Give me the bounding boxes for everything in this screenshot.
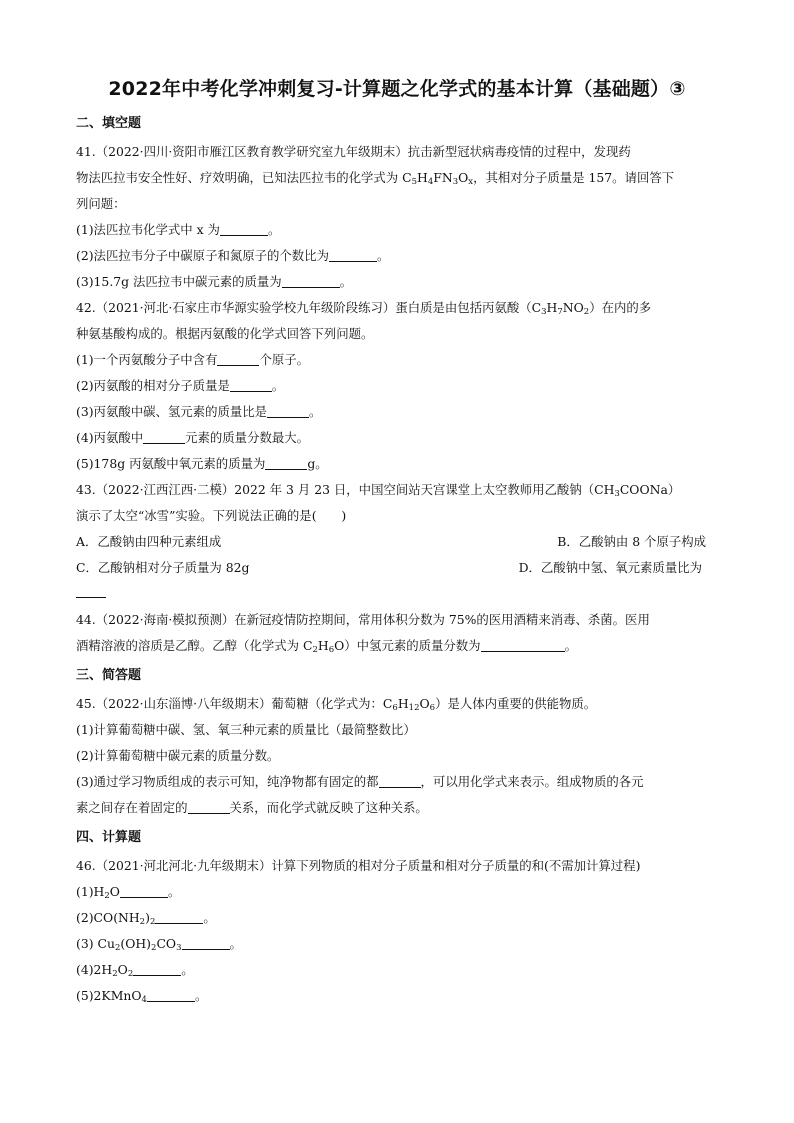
- answer-blank[interactable]: [329, 247, 377, 262]
- option-c[interactable]: C．乙酸钠相对分子质量为 82g: [76, 560, 250, 575]
- q46-part2: $(2)CO(NH_2)_2$ 。: [76, 910, 216, 927]
- answer-blank[interactable]: [379, 773, 421, 788]
- answer-blank[interactable]: [220, 221, 268, 236]
- question-45: [76, 691, 718, 821]
- answer-blank[interactable]: [265, 455, 307, 470]
- question-42: [76, 295, 718, 477]
- question-46: [76, 853, 718, 1009]
- q42-part1: (1)一个丙氨酸分子中含有 个原子。: [76, 352, 310, 367]
- q46-part1: $(1)H_2O$ 。: [76, 884, 181, 901]
- question-44: [76, 607, 718, 659]
- option-d[interactable]: D．乙酸钠中氢、氧元素质量比为: [518, 560, 702, 575]
- answer-blank[interactable]: [267, 403, 309, 418]
- question-41: [76, 139, 718, 295]
- q42-stem-line1: 42.（2021·河北·石家庄市华源实验学校九年级阶段练习）蛋白质是由包括丙氨酸$(C_3H_7NO_2)$在内的多: [76, 300, 652, 317]
- q41-part1: (1)法匹拉韦化学式中 x 为 。: [76, 222, 281, 237]
- q46-stem: 46.（2021·河北河北·九年级期末）计算下列物质的相对分子质量和相对分子质量的和(不需加计算过程): [76, 858, 641, 873]
- q41-stem-line2: 物法匹拉韦安全性好、疗效明确，已知法匹拉韦的化学式为 $C_5H_4FN_3O_x$，其相对分子质量是 157。请回答下: [76, 170, 675, 187]
- q45-part3-line2: 素之间存在着固定的 关系，而化学式就反映了这种关系。: [76, 800, 428, 815]
- page-title: 2022年中考化学冲刺复习-计算题之化学式的基本计算（基础题）③: [108, 78, 686, 100]
- q42-part2: (2)丙氨酸的相对分子质量是 。: [76, 378, 285, 393]
- answer-blank[interactable]: [155, 909, 203, 924]
- answer-blank[interactable]: [282, 273, 340, 288]
- answer-blank[interactable]: [182, 935, 230, 950]
- answer-blank[interactable]: [188, 799, 230, 814]
- q42-stem-line2: 种氨基酸构成的。根据丙氨酸的化学式回答下列问题。: [76, 326, 374, 341]
- question-43: [76, 477, 718, 607]
- answer-blank[interactable]: [481, 637, 565, 652]
- q45-stem-line1: 45.（2022·山东淄博·八年级期末）葡萄糖（化学式为：$C_6H_{12}O_6$）是人体内重要的供能物质。: [76, 696, 597, 713]
- document-page: [76, 74, 718, 1009]
- answer-blank[interactable]: [76, 583, 106, 598]
- section-fill-in: 二、填空题: [76, 116, 142, 131]
- answer-blank[interactable]: [143, 429, 185, 444]
- q42-part3: (3)丙氨酸中碳、氢元素的质量比是 。: [76, 404, 322, 419]
- section-calculation: 四、计算题: [76, 830, 142, 845]
- q42-part5: (5)178g 丙氨酸中氧元素的质量为 g。: [76, 456, 328, 471]
- q43-options-row1: [76, 529, 718, 555]
- q43-stem-line1: 43.（2022·江西江西·二模）2022 年 3 月 23 日，中国空间站天宫课堂上太空教师用乙酸钠$(CH_3COONa)$: [76, 482, 681, 499]
- q46-part3: (3) $Cu_2(OH)_2CO_3$ 。: [76, 936, 242, 953]
- q42-part4: (4)丙氨酸中 元素的质量分数最大。: [76, 430, 310, 445]
- answer-blank[interactable]: [230, 377, 272, 392]
- answer-blank[interactable]: [120, 883, 168, 898]
- q46-part5: (5)2KMnO$_4$ 。: [76, 988, 208, 1005]
- option-b[interactable]: B．乙酸钠由 8 个原子构成: [557, 534, 706, 549]
- q43-options-row2: [76, 555, 718, 581]
- q41-part2: (2)法匹拉韦分子中碳原子和氮原子的个数比为 。: [76, 248, 390, 263]
- answer-blank[interactable]: [133, 961, 181, 976]
- answer-blank[interactable]: [217, 351, 259, 366]
- q43-trailing-blank-row: [76, 581, 718, 607]
- q45-part2: (2)计算葡萄糖中碳元素的质量分数。: [76, 748, 280, 763]
- answer-blank[interactable]: [147, 987, 195, 1002]
- q41-stem-line3: 列问题：: [76, 196, 126, 211]
- q45-part3-line1: (3)通过学习物质组成的表示可知，纯净物都有固定的都 ，可以用化学式来表示。组成物质的各元: [76, 774, 644, 789]
- q41-part3: (3)15.7g 法匹拉韦中碳元素的质量为 。: [76, 274, 353, 289]
- q44-stem-line2: 酒精溶液的溶质是乙醇。乙醇（化学式为 $C_2H_6O$）中氢元素的质量分数为 。: [76, 638, 577, 655]
- section-short-answer: 三、简答题: [76, 668, 142, 683]
- q45-part1: (1)计算葡萄糖中碳、氢、氧三种元素的质量比（最简整数比）: [76, 722, 416, 737]
- q44-stem-line1: 44.（2022·海南·模拟预测）在新冠疫情防控期间，常用体积分数为 75%的医用酒精来消毒、杀菌。医用: [76, 612, 650, 627]
- q43-stem-line2: 演示了太空“冰雪”实验。下列说法正确的是( ): [76, 508, 347, 523]
- q41-stem-line1: 41.（2022·四川·资阳市雁江区教育教学研究室九年级期末）抗击新型冠状病毒疫情的过程中，发现药: [76, 144, 631, 159]
- q46-part4: $(4)2H_2O_2$ 。: [76, 962, 194, 979]
- option-a[interactable]: A．乙酸钠由四种元素组成: [76, 534, 222, 549]
